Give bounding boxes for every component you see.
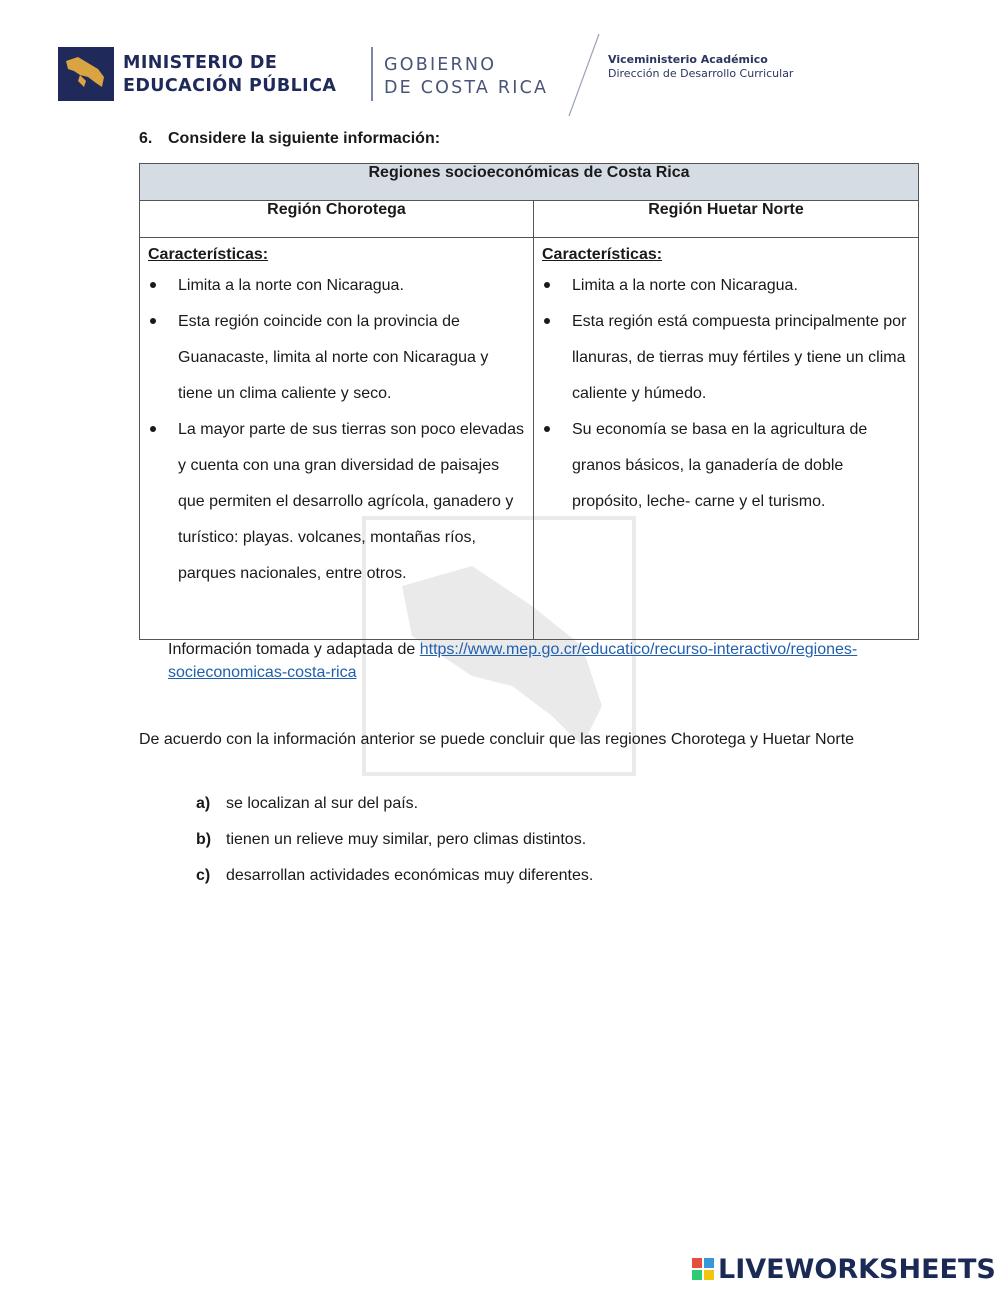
liveworksheets-logo-icon (692, 1258, 714, 1280)
region-huetar-norte-header: Región Huetar Norte (534, 201, 919, 238)
vice-subtitle: Dirección de Desarrollo Curricular (608, 67, 794, 80)
region-chorotega-header: Región Chorotega (140, 201, 534, 238)
list-item: Limita a la norte con Nicaragua. (148, 268, 525, 304)
liveworksheets-brand (692, 1253, 996, 1285)
huetar-norte-features-cell (534, 238, 919, 640)
ministry-line-1: MINISTERIO DE (123, 53, 278, 73)
option-text: desarrollan actividades económicas muy diferentes. (226, 867, 594, 884)
government-name (384, 54, 548, 100)
question-stem: De acuerdo con la información anterior se puede concluir que las regiones Chorotega y Huetar Norte (139, 731, 855, 748)
list-item: La mayor parte de sus tierras son poco elevadas y cuenta con una gran diversidad de paisajes que permiten el desarrollo agrícola, ganadero y turístico: playas. volcanes, montañas ríos, parques nacionales, entre otros. (148, 412, 525, 592)
source-note (168, 638, 888, 684)
option-c[interactable] (196, 858, 593, 894)
ministry-line-2: EDUCACIÓN PÚBLICA (123, 76, 337, 96)
regions-table (139, 163, 919, 640)
gov-line-2: DE COSTA RICA (384, 78, 549, 98)
question-text: Considere la siguiente información: (168, 130, 441, 147)
chorotega-features-cell (140, 238, 534, 640)
ministry-logo-icon (58, 47, 114, 101)
source-prefix: Información tomada y adaptada de (168, 641, 420, 658)
header-divider (371, 47, 373, 101)
table-caption-row (140, 164, 919, 201)
list-item: Su economía se basa en la agricultura de granos básicos, la ganadería de doble propósito, leche- carne y el turismo. (542, 412, 910, 520)
option-a[interactable] (196, 786, 593, 822)
answer-options (196, 786, 593, 894)
list-item: Esta región está compuesta principalmente por llanuras, de tierras muy fértiles y tiene un clima caliente y húmedo. (542, 304, 910, 412)
option-b[interactable] (196, 822, 593, 858)
table-body-row (140, 238, 919, 640)
huetar-norte-features-list (542, 268, 910, 520)
table-header-row (140, 201, 919, 238)
features-label: Características: (542, 246, 663, 263)
header-slash-divider (563, 32, 605, 118)
vice-title: Viceministerio Académico (608, 53, 768, 66)
gov-line-1: GOBIERNO (384, 55, 497, 75)
list-item: Limita a la norte con Nicaragua. (542, 268, 910, 304)
table-caption: Regiones socioeconómicas de Costa Rica (140, 164, 919, 201)
option-letter: a) (196, 795, 211, 812)
option-letter: b) (196, 831, 212, 848)
source-link[interactable]: https://www.mep.go.cr/educatico/recurso-interactivo/regiones-socieconomicas-costa-rica (168, 641, 858, 681)
list-item: Esta región coincide con la provincia de Guanacaste, limita al norte con Nicaragua y tiene un clima caliente y seco. (148, 304, 525, 412)
option-letter: c) (196, 867, 211, 884)
option-text: se localizan al sur del país. (226, 795, 419, 812)
option-text: tienen un relieve muy similar, pero climas distintos. (226, 831, 587, 848)
ministry-name (123, 52, 336, 98)
brand-name: LIVEWORKSHEETS (718, 1253, 996, 1285)
chorotega-features-list (148, 268, 525, 592)
vice-ministry (608, 53, 793, 81)
question-number: 6. (139, 130, 153, 147)
features-label: Características: (148, 246, 269, 263)
question-title (139, 130, 440, 148)
